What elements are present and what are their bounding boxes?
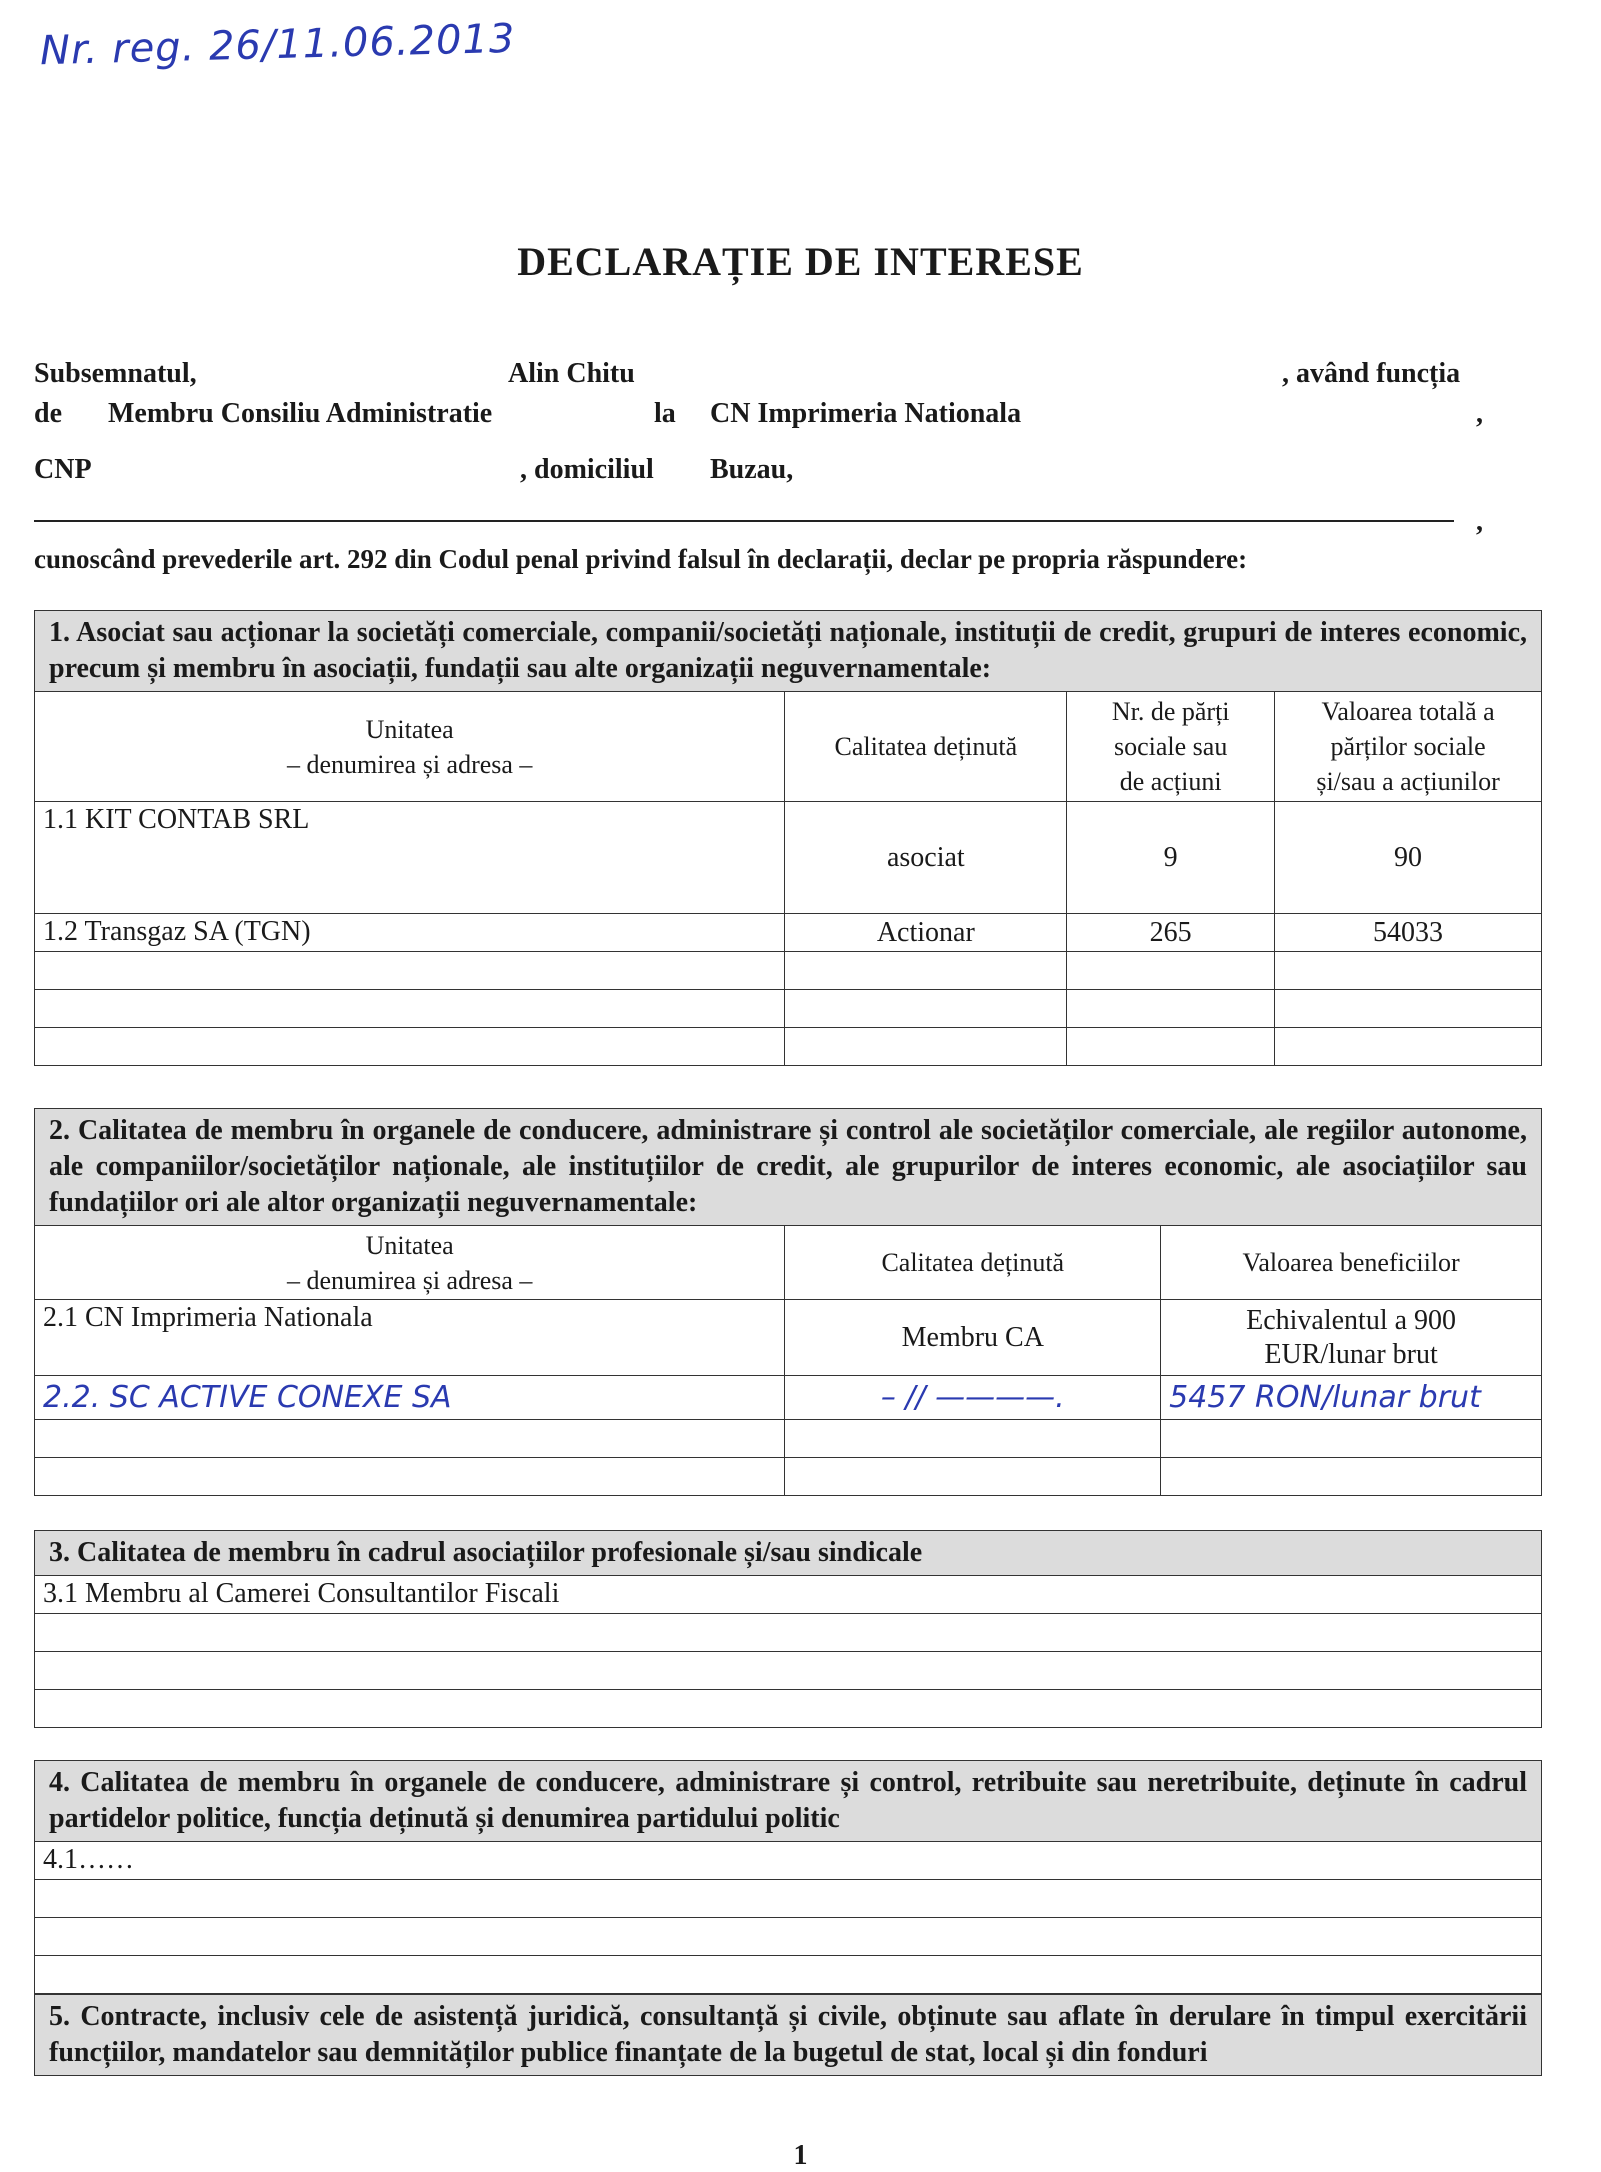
s1-row2-unit: 1.2 Transgaz SA (TGN) (35, 914, 785, 952)
section5-table (34, 1994, 1542, 2076)
table-row (35, 990, 1542, 1028)
section4-table (34, 1760, 1542, 1994)
s2-row1-unit: 2.1 CN Imprimeria Nationala (35, 1300, 785, 1376)
table-row (35, 1652, 1542, 1690)
s2-row1-quality: Membru CA (785, 1300, 1161, 1376)
s2-col-benefits: Valoarea beneficiilor (1161, 1226, 1542, 1300)
s2-col-unit-line2: – denumirea și adresa – (286, 1265, 533, 1295)
de-label: de (34, 398, 62, 429)
blank-address-line (34, 520, 1454, 522)
declarant-name: Alin Chitu (508, 358, 635, 389)
section3-heading: 3. Calitatea de membru în cadrul asociațiilor profesionale și/sau sindicale (35, 1531, 1542, 1576)
s1-col-value-line1: Valoarea totală a (1321, 697, 1495, 726)
statement: cunoscând prevederile art. 292 din Codul penal privind falsul în declarații, declar pe propria răspundere: (34, 544, 1248, 574)
s1-row1-unit: 1.1 KIT CONTAB SRL (35, 802, 785, 914)
cnp-label: CNP (34, 454, 92, 485)
s2-row2-unit: 2.2. SC ACTIVE CONEXE SA (35, 1376, 785, 1420)
s1-row2-quality: Actionar (785, 914, 1067, 952)
s2-col-unit (35, 1226, 785, 1300)
table-row (35, 1420, 1542, 1458)
s1-col-value (1275, 692, 1542, 802)
s1-col-shares-line1: Nr. de părți (1111, 697, 1230, 726)
s2-row2-quality: – // ————. (785, 1376, 1161, 1420)
page-number: 1 (793, 2140, 808, 2171)
s1-col-shares-line2: sociale sau (1114, 732, 1228, 761)
table-row (35, 952, 1542, 990)
s1-col-shares (1067, 692, 1275, 802)
table-row (35, 914, 1542, 952)
s1-row1-shares: 9 (1067, 802, 1275, 914)
section3-table (34, 1530, 1542, 1728)
section4-heading: 4. Calitatea de membru în organele de conducere, administrare și control, retribuite sau neretribuite, deținute în cadrul partidelor politice, funcția deținută și denumirea partidului politic (35, 1761, 1542, 1842)
subsemnatul-label: Subsemnatul, (34, 358, 197, 389)
declarant-function: Membru Consiliu Administratie (108, 398, 493, 429)
section2-heading: 2. Calitatea de membru în organele de conducere, administrare și control ale societăților comerciale, ale regiilor autonome, ale companiilor/societăților naționale, ale instituțiilor de credit, ale grupurilor de interes economic, ale asociațiilor sau fundațiilor ori ale altor organizații neguvernamentale: (35, 1109, 1542, 1226)
s1-col-shares-line3: de acțiuni (1119, 767, 1222, 796)
s1-row2-shares: 265 (1067, 914, 1275, 952)
la-label: la (654, 398, 676, 429)
table-row (35, 1956, 1542, 1994)
declarant-domicile: Buzau, (710, 454, 794, 485)
s3-row1: 3.1 Membru al Camerei Consultantilor Fiscali (35, 1576, 1542, 1614)
s2-row1-benefits-line1: Echivalentul a 900 (1246, 1304, 1457, 1336)
table-row (35, 1300, 1542, 1376)
document-title: DECLARAȚIE DE INTERESE (517, 239, 1084, 284)
s1-row1-quality: asociat (785, 802, 1067, 914)
section1-table (34, 610, 1542, 1066)
table-row (35, 1576, 1542, 1614)
s1-col-quality: Calitatea deținută (785, 692, 1067, 802)
s2-row2-benefits: 5457 RON/lunar brut (1161, 1376, 1542, 1420)
table-row (35, 1690, 1542, 1728)
declarant-institution: CN Imprimeria Nationala (710, 398, 1022, 429)
section1-heading: 1. Asociat sau acționar la societăți comerciale, companii/societăți naționale, instituții de credit, grupuri de interes economic, precum și membru în asociații, fundații sau alte organizații neguvernamentale: (35, 611, 1542, 692)
table-row (35, 1458, 1542, 1496)
domiciliul-label: , domiciliul (520, 454, 654, 485)
table-row (35, 1842, 1542, 1880)
avand-functia-label: , având funcția (1282, 358, 1461, 389)
s2-col-unit-line1: Unitatea (365, 1230, 454, 1260)
s2-col-quality: Calitatea deținută (785, 1226, 1161, 1300)
section2-table (34, 1108, 1542, 1496)
table-row (35, 802, 1542, 914)
s1-col-value-line2: părților sociale (1330, 732, 1486, 761)
s1-col-value-line3: și/sau a acțiunilor (1316, 767, 1500, 796)
s2-row1-benefits-line2: EUR/lunar brut (1264, 1338, 1438, 1370)
s1-col-unit-line2: – denumirea și adresa – (286, 749, 533, 779)
s4-row1: 4.1…… (35, 1842, 1542, 1880)
table-row (35, 1880, 1542, 1918)
table-row (35, 1918, 1542, 1956)
section5-heading: 5. Contracte, inclusiv cele de asistență juridică, consultanță și civile, obținute sau aflate în derulare în timpul exercitării funcțiilor, mandatelor sau demnităților publice finanțate de la bugetul de stat, local și din fonduri (35, 1995, 1542, 2076)
registration-note: Nr. reg. 26/11.06.2013 (39, 15, 516, 75)
s1-col-unit (35, 692, 785, 802)
s1-row1-value: 90 (1275, 802, 1542, 914)
s1-row2-value: 54033 (1275, 914, 1542, 952)
blank-line-comma: , (1476, 506, 1483, 537)
s1-col-unit-line1: Unitatea (365, 714, 454, 744)
table-row (35, 1614, 1542, 1652)
table-row (35, 1376, 1542, 1420)
s2-row1-benefits (1161, 1300, 1542, 1376)
table-row (35, 1028, 1542, 1066)
trailing-comma: , (1476, 398, 1483, 429)
